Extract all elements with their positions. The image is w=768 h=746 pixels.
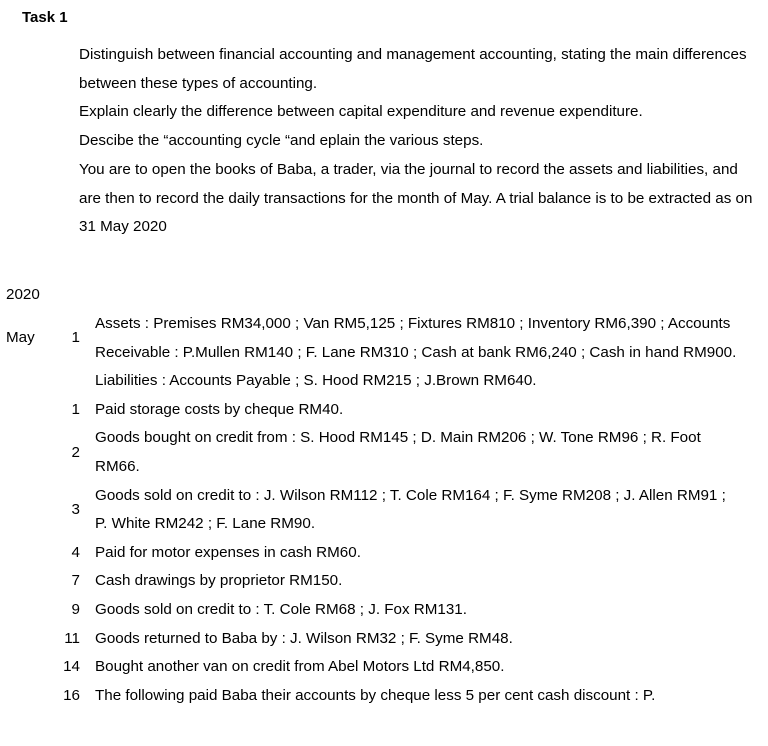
entry-text: Goods sold on credit to : T. Cole RM68 ; J. Fox RM131.: [95, 600, 467, 618]
entry-text: Goods returned to Baba by : J. Wilson RM32 ; F. Syme RM48.: [95, 629, 513, 647]
transaction-entry: [0, 396, 768, 425]
transaction-entry: [0, 596, 768, 625]
transaction-entry: [0, 567, 768, 596]
entry-month: May: [6, 329, 35, 347]
transaction-entry: [0, 482, 768, 539]
entry-text: Liabilities : Accounts Payable ; S. Hood RM215 ; J.Brown RM640.: [95, 372, 537, 390]
transaction-list: [0, 310, 768, 710]
entry-day: 3: [71, 500, 80, 518]
transaction-entry: [0, 653, 768, 682]
transaction-entry: [0, 625, 768, 654]
entry-text: The following paid Baba their accounts by cheque less 5 per cent cash discount : P.: [95, 686, 656, 704]
entry-text: Cash drawings by proprietor RM150.: [95, 572, 343, 590]
transaction-entry: [0, 682, 768, 711]
entry-day: 14: [63, 658, 80, 676]
entry-day: 11: [64, 629, 80, 647]
entry-day: 9: [71, 600, 80, 618]
entry-day: 7: [71, 572, 80, 590]
transaction-entry: [0, 539, 768, 568]
instruction-paragraph: Distinguish between financial accounting and management accounting, stating the main differences between these types of accounting.: [79, 46, 747, 92]
year-label: 2020: [6, 286, 40, 303]
entry-text: Paid for motor expenses in cash RM60.: [95, 543, 361, 561]
entry-day: 2: [71, 443, 80, 461]
task-instructions: [79, 41, 759, 242]
entry-text: Bought another van on credit from Abel Motors Ltd RM4,850.: [95, 658, 505, 676]
entry-day: 1: [71, 329, 80, 347]
entry-text: Paid storage costs by cheque RM40.: [95, 400, 344, 418]
instruction-paragraph: Explain clearly the difference between capital expenditure and revenue expenditure.: [79, 103, 643, 121]
task-title: Task 1: [22, 9, 68, 26]
entry-day: 1: [71, 400, 80, 418]
transaction-entry: [0, 367, 768, 396]
entry-text: Goods sold on credit to : J. Wilson RM112 ; T. Cole RM164 ; F. Syme RM208 ; J. Allen RM91 ; P. White RM242 ; F. Lane RM90.: [95, 486, 726, 533]
transaction-entry: [0, 310, 768, 367]
entry-text: Goods bought on credit from : S. Hood RM145 ; D. Main RM206 ; W. Tone RM96 ; R. Foot RM66.: [95, 429, 701, 475]
instruction-paragraph: Descibe the “accounting cycle “and eplain the various steps.: [79, 132, 484, 150]
entry-text: Assets : Premises RM34,000 ; Van RM5,125 ; Fixtures RM810 ; Inventory RM6,390 ; Accounts Receivable : P.Mullen RM140 ; F. Lane RM310 ; Cash at bank RM6,240 ; Cash in hand RM900.: [95, 315, 737, 361]
entry-day: 16: [63, 686, 80, 704]
transaction-entry: [0, 424, 768, 481]
entry-day: 4: [71, 543, 80, 561]
instruction-paragraph: You are to open the books of Baba, a trader, via the journal to record the assets and liabilities, and are then to record the daily transactions for the month of May. A trial balance is to be extracted as on 31 May 2020: [79, 160, 753, 236]
